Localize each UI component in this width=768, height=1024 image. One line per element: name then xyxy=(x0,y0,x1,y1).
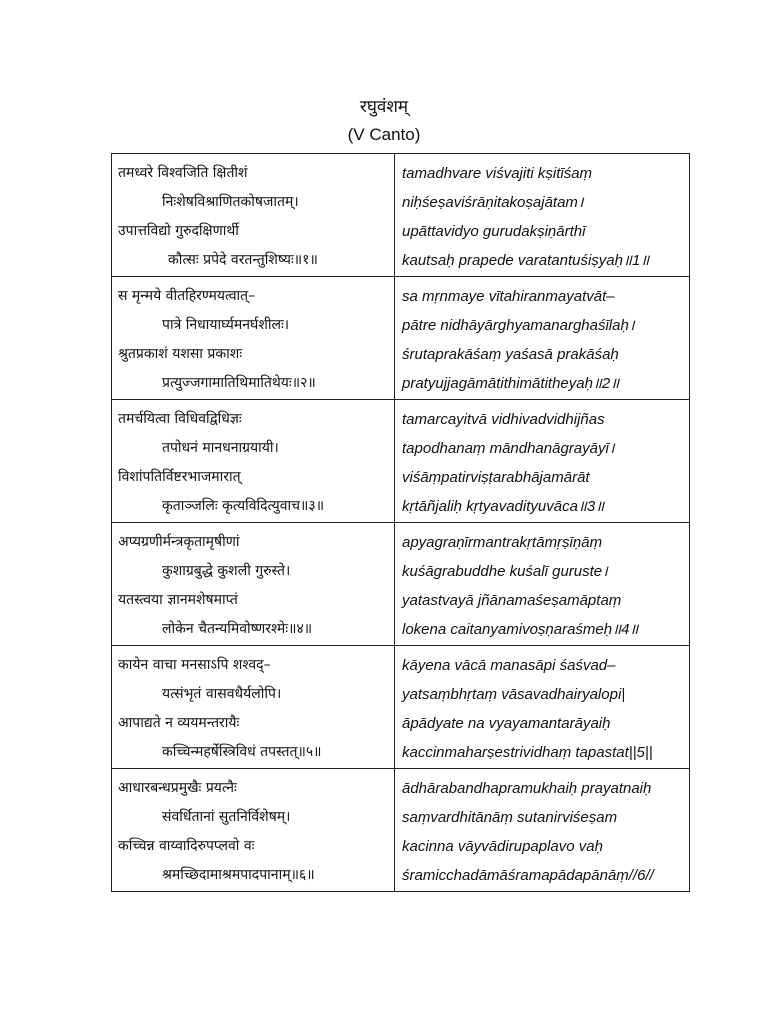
devanagari-line: अप्यग्रणीर्मन्त्रकृतामृषीणां xyxy=(118,534,240,550)
transliteration-line: pātre nidhāyārghyamanarghaśīlaḥ। xyxy=(402,317,635,334)
devanagari-line: यत्संभृतं वासवधैर्यलोपि। xyxy=(162,686,282,702)
devanagari-line: आपाद्यते न व्ययमन्तरायैः xyxy=(118,715,240,731)
verse-row xyxy=(112,277,690,400)
transliteration-line: lokena caitanyamivoṣṇaraśmeḥ॥4॥ xyxy=(402,621,639,638)
transliteration-cell xyxy=(395,400,690,523)
devanagari-line: कृताञ्जलिः कृत्यविदित्युवाच॥३॥ xyxy=(162,498,325,514)
transliteration-line: śramicchadāmāśramapādapānāṃ//6// xyxy=(402,867,654,884)
verse-row xyxy=(112,523,690,646)
devanagari-line: स मृन्मये वीतहिरण्मयत्वात्– xyxy=(118,288,256,304)
devanagari-line: तपोधनं मानधनाग्रयायी। xyxy=(162,440,279,456)
devanagari-line: कच्चिन्महर्षेस्त्रिविधं तपस्तत्॥५॥ xyxy=(162,744,322,760)
page-subtitle: (V Canto) xyxy=(347,125,421,144)
transliteration-line: pratyujjagāmātithimātitheyaḥ॥2॥ xyxy=(402,375,620,392)
devanagari-cell xyxy=(112,277,395,400)
transliteration-line: kṛtāñjaliḥ kṛtyavadityuvāca॥3॥ xyxy=(402,498,605,515)
devanagari-line: तमध्वरे विश्वजिति क्षितीशं xyxy=(118,165,248,181)
devanagari-line: कच्चिन्न वाय्वादिरुपप्लवो वः xyxy=(118,838,255,854)
devanagari-line: संवर्धितानां सुतनिर्विशेषम्। xyxy=(162,809,291,825)
transliteration-line: niḥśeṣaviśrāṇitakoṣajātam। xyxy=(402,194,584,211)
verse-table xyxy=(111,153,690,892)
verse-row xyxy=(112,769,690,892)
verse-row xyxy=(112,400,690,523)
transliteration-cell xyxy=(395,277,690,400)
devanagari-line: आधारबन्धप्रमुखैः प्रयत्नैः xyxy=(118,780,237,796)
devanagari-line: तमर्चयित्वा विधिवद्विधिज्ञः xyxy=(118,411,242,427)
devanagari-line: विशांपतिर्विष्टरभाजमारात् xyxy=(118,469,241,485)
transliteration-line: yatastvayā jñānamaśeṣamāptaṃ xyxy=(402,592,622,609)
devanagari-line: पात्रे निधायार्घ्यमनर्घशीलः। xyxy=(162,317,290,333)
devanagari-cell xyxy=(112,154,395,277)
devanagari-line: प्रत्युज्जगामातिथिमातिथेयः॥२॥ xyxy=(162,375,316,391)
transliteration-line: viśāṃpatirviṣṭarabhājamārāt xyxy=(402,469,590,486)
devanagari-line: कुशाग्रबुद्धे कुशली गुरुस्ते। xyxy=(162,563,291,579)
transliteration-line: apyagraṇīrmantrakṛtāmṛṣīṇāṃ xyxy=(402,534,603,551)
transliteration-line: kacinna vāyvādirupaplavo vaḥ xyxy=(402,838,603,855)
devanagari-line: कौत्सः प्रपेदे वरतन्तुशिष्यः॥१॥ xyxy=(168,252,318,268)
transliteration-line: tamadhvare viśvajiti kṣitīśaṃ xyxy=(402,165,593,182)
transliteration-cell xyxy=(395,646,690,769)
transliteration-line: ādhārabandhapramukhaiḥ prayatnaiḥ xyxy=(402,780,652,797)
devanagari-line: कायेन वाचा मनसाऽपि शश्वद्– xyxy=(118,657,271,673)
page-title: रघुवंशम् xyxy=(359,97,409,117)
verse-row xyxy=(112,646,690,769)
transliteration-line: kāyena vācā manasāpi śaśvad– xyxy=(402,657,616,674)
transliteration-line: tamarcayitvā vidhivadvidhijñas xyxy=(402,411,605,428)
transliteration-cell xyxy=(395,769,690,892)
transliteration-line: upāttavidyo gurudakṣiṇārthī xyxy=(402,223,586,240)
devanagari-line: यतस्त्वया ज्ञानमशेषमाप्तं xyxy=(118,592,238,608)
transliteration-line: yatsaṃbhṛtaṃ vāsavadhairyalopi| xyxy=(402,686,626,703)
transliteration-line: āpādyate na vyayamantarāyaiḥ xyxy=(402,715,611,732)
verse-row xyxy=(112,154,690,277)
transliteration-line: kuśāgrabuddhe kuśalī guruste। xyxy=(402,563,608,580)
transliteration-line: saṃvardhitānāṃ sutanirviśeṣam xyxy=(402,809,618,826)
devanagari-cell xyxy=(112,400,395,523)
transliteration-line: tapodhanaṃ māndhanāgrayāyī। xyxy=(402,440,615,457)
transliteration-line: sa mṛnmaye vītahiranmayatvāt– xyxy=(402,288,615,305)
transliteration-line: kautsaḥ prapede varatantuśiṣyaḥ॥1॥ xyxy=(402,252,650,269)
transliteration-line: kaccinmaharṣestrividhaṃ tapastat||5|| xyxy=(402,744,653,761)
devanagari-cell xyxy=(112,523,395,646)
devanagari-cell xyxy=(112,646,395,769)
devanagari-cell xyxy=(112,769,395,892)
devanagari-line: उपात्तविद्यो गुरुदक्षिणार्थी xyxy=(118,223,239,239)
transliteration-cell xyxy=(395,154,690,277)
devanagari-line: निःशेषविश्राणितकोषजातम्। xyxy=(162,194,299,210)
devanagari-line: श्रमच्छिदामाश्रमपादपानाम्॥६॥ xyxy=(162,867,315,883)
devanagari-line: श्रुतप्रकाशं यशसा प्रकाशः xyxy=(118,346,243,362)
transliteration-cell xyxy=(395,523,690,646)
devanagari-line: लोकेन चैतन्यमिवोष्णरश्मेः॥४॥ xyxy=(162,621,313,637)
transliteration-line: śrutaprakāśaṃ yaśasā prakāśaḥ xyxy=(402,346,619,363)
